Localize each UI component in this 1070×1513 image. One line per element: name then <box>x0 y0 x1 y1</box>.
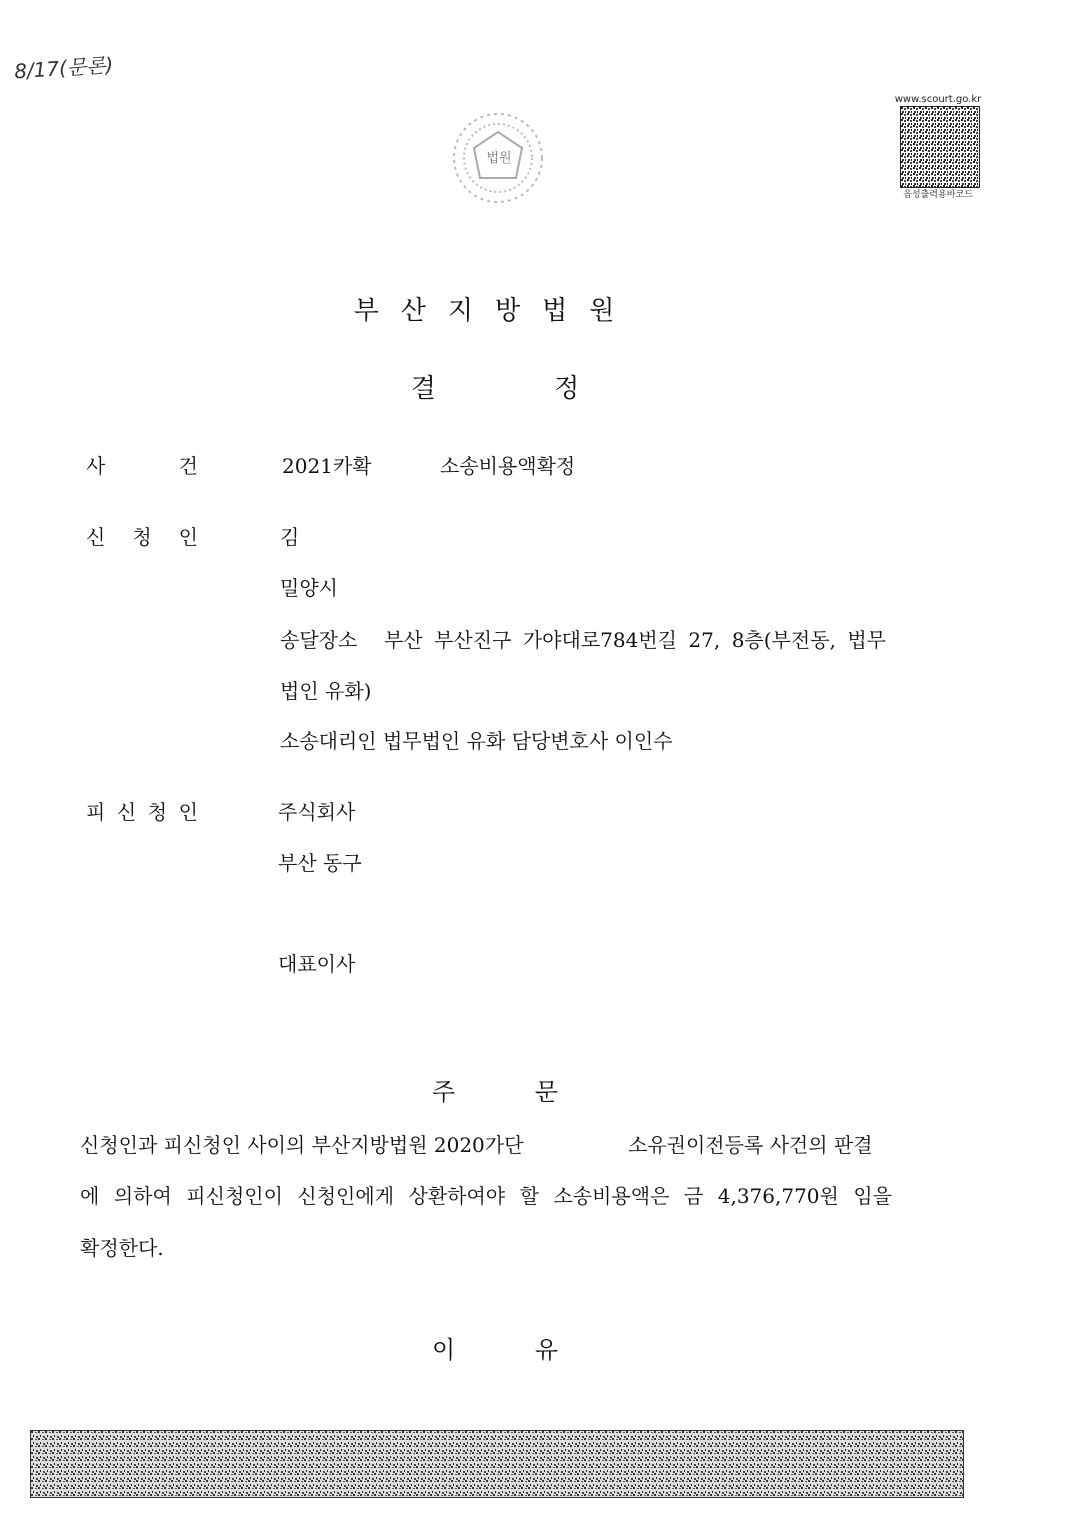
site-url: www.scourt.go.kr <box>894 94 982 105</box>
handwritten-note: 8/17(문론) <box>13 52 114 84</box>
delivery-address-line1: 부산 부산진구 가야대로784번길 27, 8층(부전동, 법무 <box>384 628 886 652</box>
order-line1-part1: 신청인과 피신청인 사이의 부산지방법원 2020가단 <box>80 1133 524 1157</box>
order-line2: 에 의하여 피신청인이 신청인에게 상환하여야 할 소송비용액은 금 4,376,770원 임을 <box>80 1184 892 1208</box>
applicant-label: 신 청 인 <box>86 525 198 549</box>
court-name: 부산지방법원 <box>353 296 637 326</box>
applicant-address: 밀양시 <box>280 576 338 600</box>
case-number: 2021카확 <box>282 454 372 478</box>
barcode-image <box>900 106 980 188</box>
delivery-label: 송달장소 <box>280 628 358 652</box>
order-line1-part2: 소유권이전등록 사건의 판결 <box>628 1133 873 1157</box>
order-heading: 주 문 <box>432 1078 558 1106</box>
delivery-address-line2: 법인 유화) <box>280 679 372 703</box>
case-subject: 소송비용액확정 <box>440 454 576 478</box>
respondent-label: 피 신 청 인 <box>86 800 198 824</box>
document-title: 결 정 <box>410 374 580 404</box>
reason-heading: 이 유 <box>432 1336 558 1364</box>
footer-barcode-strip <box>30 1430 964 1498</box>
barcode-label: 음성출력용바코드 <box>903 190 973 200</box>
applicant-agent: 소송대리인 법무법인 유화 담당변호사 이인수 <box>280 729 673 753</box>
applicant-name: 김 <box>280 525 300 549</box>
respondent-address: 부산 동구 <box>278 851 362 875</box>
order-line3: 확정한다. <box>80 1236 164 1260</box>
case-label: 사 건 <box>86 454 198 478</box>
respondent-name: 주식회사 <box>278 800 356 824</box>
seal-text: 법원 <box>486 151 512 166</box>
respondent-representative: 대표이사 <box>278 952 356 976</box>
